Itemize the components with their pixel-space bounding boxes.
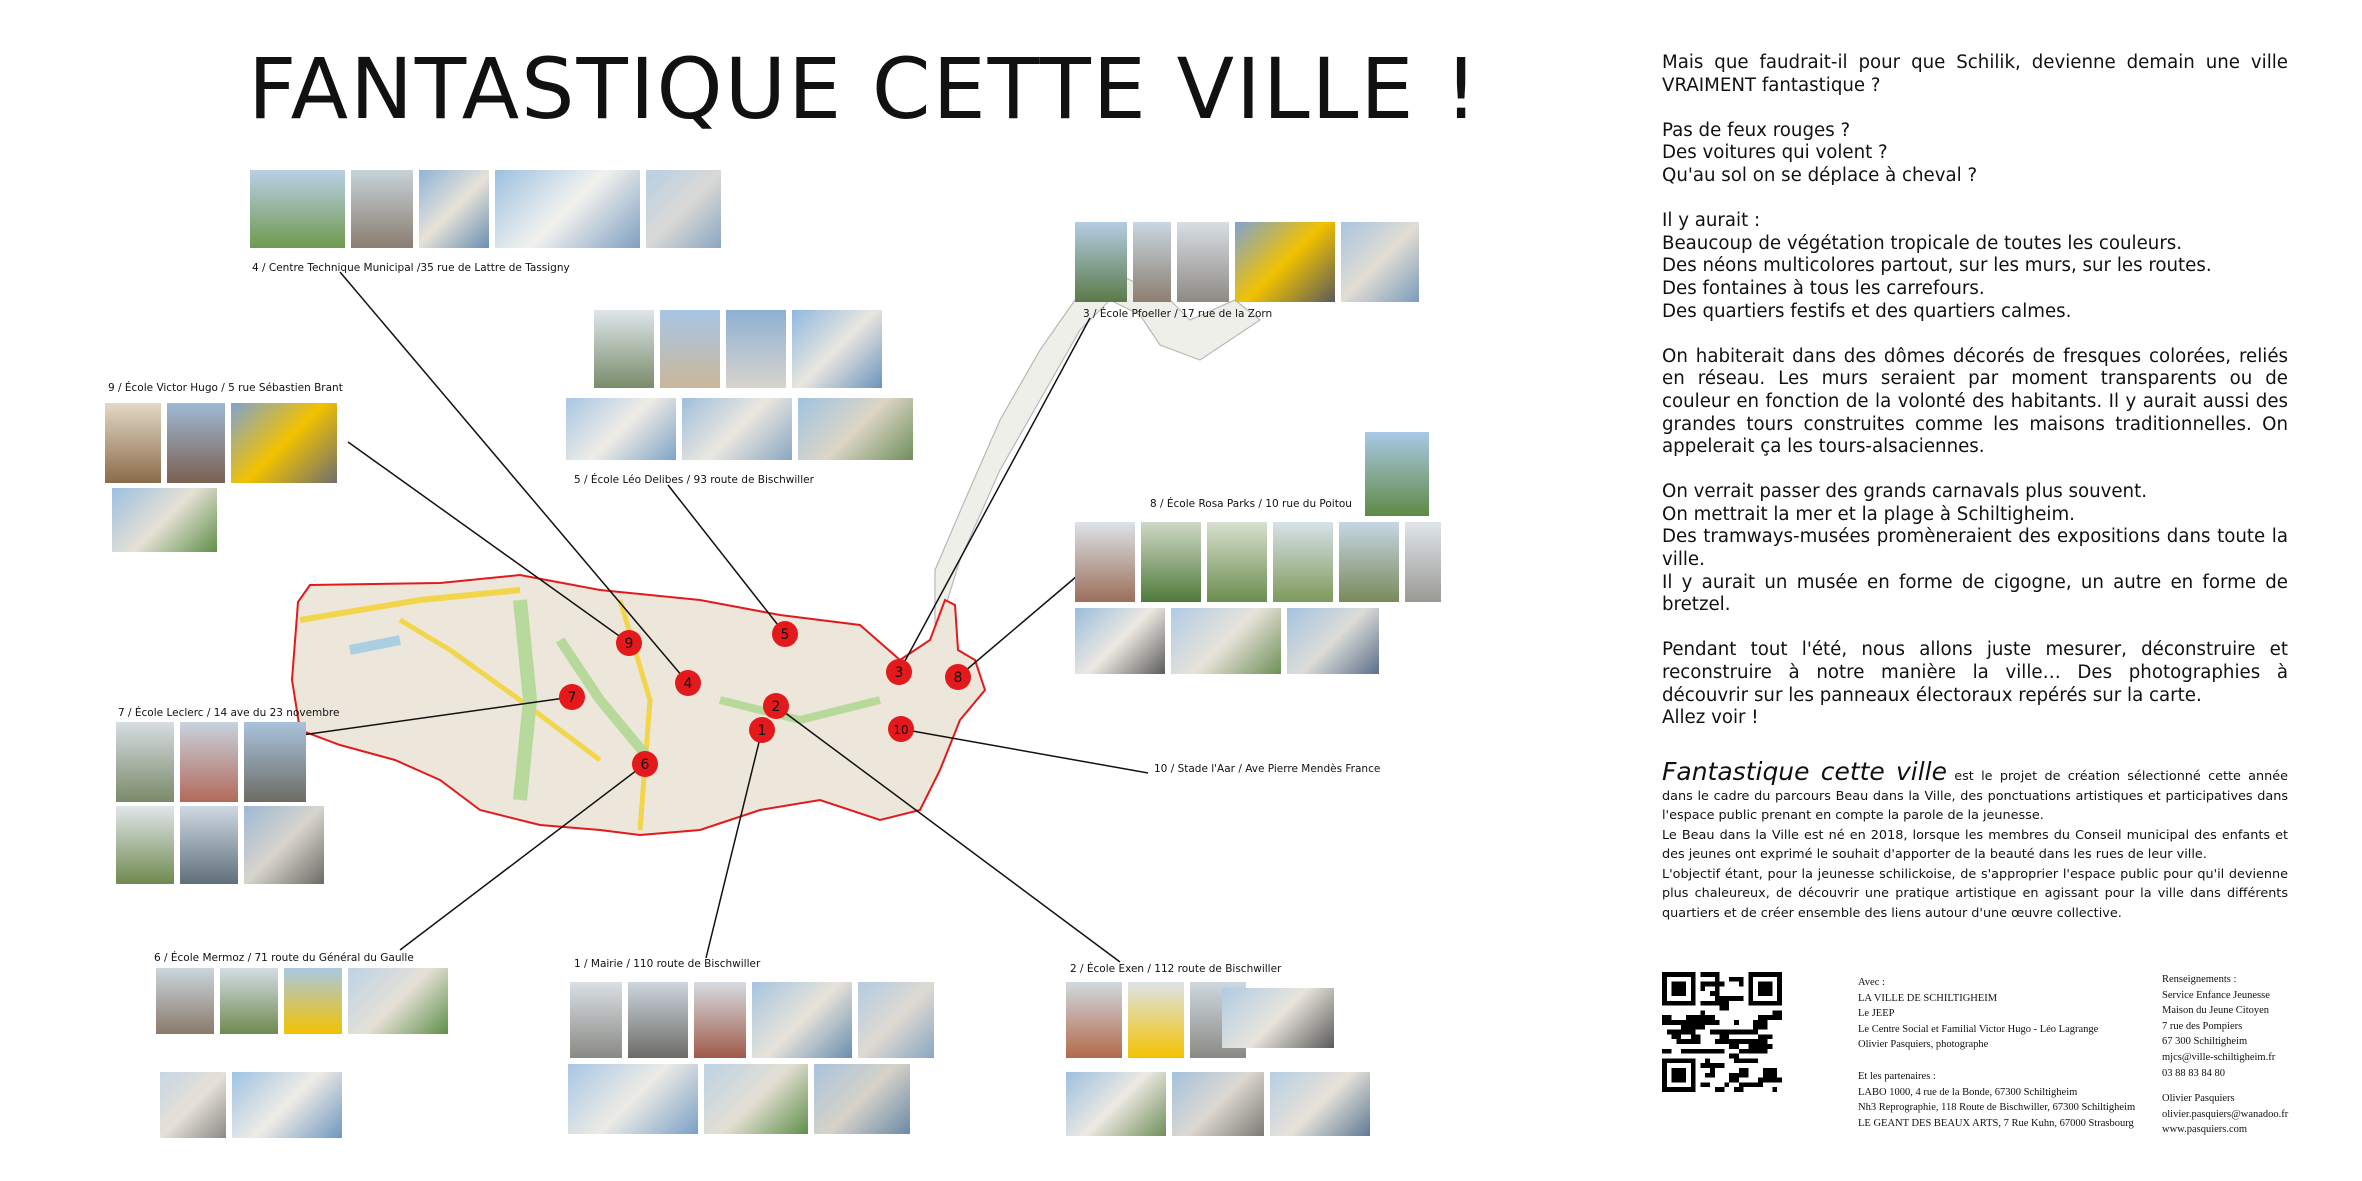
project-name: Fantastique cette ville xyxy=(1662,757,1947,786)
carnaval-line: On mettrait la mer et la plage à Schiltigheim. xyxy=(1662,503,2075,525)
photo xyxy=(682,398,792,460)
photo-group-site-7b xyxy=(116,806,324,884)
photo xyxy=(1287,608,1379,674)
about-paragraph-2: Le Beau dans la Ville est né en 2018, lorsque les membres du Conseil municipal des enfants et des jeunes ont exprimé le souhait d'apporter de la beauté dans les rues de leur ville. xyxy=(1662,827,2288,862)
photo xyxy=(594,310,654,388)
photo xyxy=(814,1064,910,1134)
question-line: Qu'au sol on se déplace à cheval ? xyxy=(1662,164,1978,186)
page-title: FANTASTIQUE CETTE VILLE ! xyxy=(248,40,1480,138)
credit-line: Nh3 Reprographie, 118 Route de Bischwiller, 67300 Schiltigheim xyxy=(1858,1102,2136,1114)
photo xyxy=(495,170,640,248)
map-marker-site-4[interactable] xyxy=(675,670,701,696)
photo xyxy=(284,968,342,1034)
map-marker-site-10[interactable] xyxy=(888,716,914,742)
photo xyxy=(1141,522,1201,602)
photo xyxy=(1273,522,1333,602)
photo-group-site-3 xyxy=(1075,222,1419,302)
summer-text: Pendant tout l'été, nous allons juste mesurer, déconstruire et reconstruire à notre manière la ville… Des photographies à découvrir sur les panneaux électoraux repérés sur la carte. xyxy=(1662,639,2288,706)
map-marker-site-1[interactable] xyxy=(749,717,775,743)
map-marker-site-3[interactable] xyxy=(886,659,912,685)
allez-voir: Allez voir ! xyxy=(1662,707,1759,729)
photo xyxy=(1172,1072,1264,1136)
photo-group-site-8b xyxy=(1075,608,1379,674)
about-p1: est le projet de création sélectionné cette année dans le cadre du parcours Beau dans la Ville, des ponctuations artistiques et participatives dans l'espace public prenant en compte la parole de la jeunesse. xyxy=(1662,769,2288,823)
photo xyxy=(1235,222,1335,302)
photo-group-site-1b xyxy=(568,1064,910,1134)
credit-line: LA VILLE DE SCHILTIGHEIM xyxy=(1858,992,1998,1004)
photo xyxy=(180,722,238,802)
photo xyxy=(1270,1072,1370,1136)
photo xyxy=(1066,982,1122,1058)
credit-line: LE GEANT DES BEAUX ARTS, 7 Rue Kuhn, 67000 Strasbourg xyxy=(1858,1117,2134,1129)
carnaval-line: Il y aurait un musée en forme de cigogne, un autre en forme de bretzel. xyxy=(1662,571,2288,616)
photo-group-site-8a xyxy=(1365,432,1429,516)
map-marker-site-5[interactable] xyxy=(772,621,798,647)
photo xyxy=(568,1064,698,1134)
photo-group-site-1 xyxy=(570,982,934,1058)
photo xyxy=(116,806,174,884)
marker-number: 9 xyxy=(624,636,634,652)
contact-line: Olivier Pasquiers xyxy=(2162,1093,2235,1105)
map-marker-site-8[interactable] xyxy=(945,664,971,690)
caption-site-4: 4 / Centre Technique Municipal /35 rue de Lattre de Tassigny xyxy=(252,262,570,274)
photo xyxy=(220,968,278,1034)
photo xyxy=(628,982,688,1058)
photo xyxy=(798,398,913,460)
photo xyxy=(232,1072,342,1138)
contact-email[interactable]: mjcs@ville-schiltigheim.fr xyxy=(2162,1051,2276,1063)
photo xyxy=(1075,222,1127,302)
leader-line-site-3 xyxy=(899,318,1090,672)
photo-group-site-5 xyxy=(594,310,882,388)
credits-label: Avec : xyxy=(1858,977,1885,988)
marker-number: 2 xyxy=(771,699,781,715)
photo xyxy=(1339,522,1399,602)
photo xyxy=(105,403,161,483)
photographer-website[interactable]: www.pasquiers.com xyxy=(2162,1124,2248,1136)
map-marker-site-6[interactable] xyxy=(632,751,658,777)
caption-site-9: 9 / École Victor Hugo / 5 rue Sébastien Brant xyxy=(108,382,343,394)
photo xyxy=(348,968,448,1034)
marker-number: 6 xyxy=(640,757,650,773)
photo xyxy=(1177,222,1229,302)
map-district xyxy=(292,575,985,835)
contact-line: 7 rue des Pompiers xyxy=(2162,1020,2243,1032)
photo-group-site-4 xyxy=(250,170,721,248)
credits-label: Renseignements : xyxy=(2162,974,2237,985)
photo xyxy=(419,170,489,248)
list-line: Beaucoup de végétation tropicale de toutes les couleurs. xyxy=(1662,232,2183,254)
qr-code[interactable] xyxy=(1662,972,1782,1092)
list-line: Il y aurait : xyxy=(1662,210,1761,232)
domes-paragraph: On habiterait dans des dômes décorés de fresques colorées, reliés en réseau. Les murs seraient par moment transparents ou de couleur en fonction de la volonté des habitants. Il y aurait aussi des grandes tours construites comme les maisons traditionnelles. On appelerait ça les tours-alsaciennes. xyxy=(1662,345,2288,458)
photo xyxy=(566,398,676,460)
caption-site-7: 7 / École Leclerc / 14 ave du 23 novembre xyxy=(118,707,340,719)
photo xyxy=(244,806,324,884)
photo xyxy=(351,170,413,248)
map-marker-site-2[interactable] xyxy=(763,693,789,719)
photo-group-site-7 xyxy=(116,722,306,802)
caption-site-3: 3 / École Pfoeller / 17 rue de la Zorn xyxy=(1083,308,1273,320)
photo xyxy=(1133,222,1171,302)
photo xyxy=(660,310,720,388)
photo xyxy=(180,806,238,884)
photo xyxy=(858,982,934,1058)
caption-site-10: 10 / Stade l'Aar / Ave Pierre Mendès France xyxy=(1154,763,1381,775)
photo xyxy=(792,310,882,388)
question-line: Pas de feux rouges ? xyxy=(1662,119,1851,141)
photo-group-site-2b xyxy=(1222,988,1334,1048)
photo xyxy=(694,982,746,1058)
credits-avec xyxy=(1858,975,2135,1131)
photo-group-site-5b xyxy=(566,398,913,460)
carnavals-paragraph xyxy=(1662,481,2288,617)
photo xyxy=(726,310,786,388)
marker-number: 1 xyxy=(757,723,767,739)
about-paragraph-3: L'objectif étant, pour la jeunesse schilickoise, de s'approprier l'espace public pour qu'il devienne plus chaleureux, de découvrir une pratique artistique en agissant pour la ville dans différents quartiers et de créer ensemble des liens autour d'une œuvre collective. xyxy=(1662,866,2288,921)
photo xyxy=(1066,1072,1166,1136)
marker-number: 7 xyxy=(567,690,577,706)
about-paragraph-1 xyxy=(1662,757,2288,826)
leader-line-site-8 xyxy=(958,565,1090,677)
photo-group-site-6b xyxy=(160,1072,342,1138)
photo xyxy=(1171,608,1281,674)
photo-group-site-6 xyxy=(156,968,448,1034)
question-line: Des voitures qui volent ? xyxy=(1662,142,1888,164)
marker-number: 3 xyxy=(894,665,904,681)
marker-number: 10 xyxy=(893,723,909,737)
credit-line: LABO 1000, 4 rue de la Bonde, 67300 Schiltigheim xyxy=(1858,1086,2078,1098)
caption-site-2: 2 / École Exen / 112 route de Bischwiller xyxy=(1070,963,1282,975)
credit-line: Le Centre Social et Familial Victor Hugo - Léo Lagrange xyxy=(1858,1023,2099,1035)
photo xyxy=(1405,522,1441,602)
photo xyxy=(1075,522,1135,602)
photo xyxy=(250,170,345,248)
photo xyxy=(231,403,337,483)
list-line: Des néons multicolores partout, sur les murs, sur les routes. xyxy=(1662,255,2212,277)
marker-number: 4 xyxy=(683,676,693,692)
photographer-email[interactable]: olivier.pasquiers@wanadoo.fr xyxy=(2162,1108,2289,1120)
marker-number: 8 xyxy=(953,670,963,686)
caption-site-8: 8 / École Rosa Parks / 10 rue du Poitou xyxy=(1150,498,1352,510)
marker-number: 5 xyxy=(780,627,790,643)
contact-line: Service Enfance Jeunesse xyxy=(2162,989,2270,1001)
photo-group-site-8 xyxy=(1075,522,1441,602)
photo xyxy=(752,982,852,1058)
map-marker-site-7[interactable] xyxy=(559,684,585,710)
photo-group-site-9 xyxy=(105,403,337,483)
carnaval-line: On verrait passer des grands carnavals plus souvent. xyxy=(1662,481,2147,503)
summer-paragraph xyxy=(1662,639,2288,729)
list-line: Des quartiers festifs et des quartiers calmes. xyxy=(1662,300,2072,322)
photo xyxy=(167,403,225,483)
photo-group-site-2c xyxy=(1066,1072,1370,1136)
photo xyxy=(1365,432,1429,516)
photo xyxy=(156,968,214,1034)
intro-paragraph: Mais que faudrait-il pour que Schilik, devienne demain une ville VRAIMENT fantastique ? xyxy=(1662,52,2288,96)
contact-line: Maison du Jeune Citoyen xyxy=(2162,1005,2270,1017)
caption-site-1: 1 / Mairie / 110 route de Bischwiller xyxy=(574,958,761,970)
carnaval-line: Des tramways-musées promèneraient des expositions dans toute la ville. xyxy=(1662,526,2288,571)
photo xyxy=(1341,222,1419,302)
photo xyxy=(1222,988,1334,1048)
about-project xyxy=(1662,757,2288,923)
contact-phone: 03 88 83 84 80 xyxy=(2162,1067,2225,1079)
photo xyxy=(1128,982,1184,1058)
photo xyxy=(244,722,306,802)
photo xyxy=(646,170,721,248)
photo xyxy=(1075,608,1165,674)
photo xyxy=(160,1072,226,1138)
manifesto-text xyxy=(1662,52,2288,730)
list-line: Des fontaines à tous les carrefours. xyxy=(1662,277,1985,299)
list-paragraph xyxy=(1662,210,2288,323)
caption-site-6: 6 / École Mermoz / 71 route du Général du Gaulle xyxy=(154,952,414,964)
photo xyxy=(1207,522,1267,602)
credit-line: Le JEEP xyxy=(1858,1008,1895,1020)
credit-line: Olivier Pasquiers, photographe xyxy=(1858,1039,1989,1051)
credits-label: Et les partenaires : xyxy=(1858,1070,1936,1082)
photo xyxy=(704,1064,808,1134)
questions-paragraph xyxy=(1662,120,2288,188)
photo-group-site-9b xyxy=(112,488,217,552)
map-marker-site-9[interactable] xyxy=(616,630,642,656)
photo xyxy=(112,488,217,552)
contact-line: 67 300 Schiltigheim xyxy=(2162,1036,2248,1048)
photo xyxy=(570,982,622,1058)
caption-site-5: 5 / École Léo Delibes / 93 route de Bischwiller xyxy=(574,474,814,486)
photo-group-site-2 xyxy=(1066,982,1246,1058)
photo xyxy=(116,722,174,802)
credits-contact xyxy=(2162,972,2288,1138)
